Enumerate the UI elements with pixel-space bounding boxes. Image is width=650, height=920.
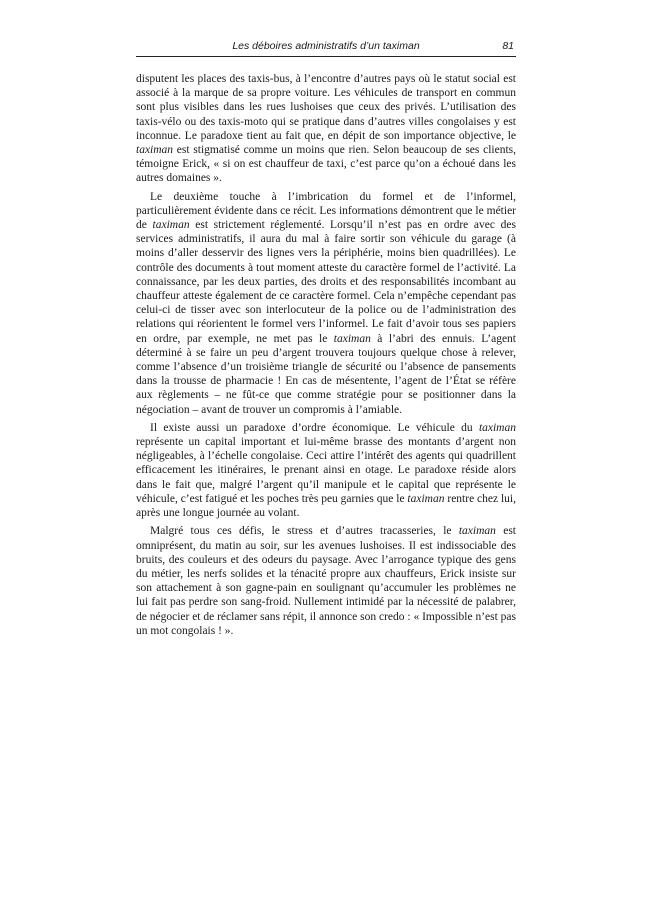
text-run: rentre chez lui, après une longue journée au volant. — [136, 492, 516, 520]
text-run: disputent les places des taxis-bus, à l’encontre d’autres pays où le statut social est associé à la marque de sa propre voiture. Les véhicules de transport en commun sont plus visibles dans les rues lushoises que ceux des privés. L’utilisation des taxis-vélo ou des taxis-moto qui se pratique dans d’autres villes congolaises y est inconnue. Le paradoxe tient au fait que, en dépit de son importance objective, le — [136, 73, 516, 142]
page-header — [136, 36, 516, 57]
italic-term: taximan — [478, 421, 516, 434]
italic-term: taximan — [407, 492, 445, 505]
text-run: est omniprésent, du matin au soir, sur les avenues lushoises. Il est indissociable des bruits, des couleurs et des odeurs du paysage. Avec l’arrogance typique des gens du métier, les nerfs solides et la ténacité propre aux chauffeurs, Erick insiste sur son attachement à son gagne-pain en soulignant qu’accumuler les problèmes ne lui fait pas perdre son sang-froid. Nullement intimidé par la nécessité de palabrer, de négocier et de réclamer sans répit, il annonce son credo : « Impossible n’est pas un mot congolais ! ». — [136, 525, 517, 637]
text-run: est stigmatisé comme un moins que rien. Selon beaucoup de ses clients, témoigne Erick, « si on est chauffeur de taxi, c’est parce qu’on a échoué dans les autres domaines ». — [136, 144, 516, 185]
text-run: à l’abri des ennuis. L’agent déterminé à se faire un peu d’argent trouvera toujours quelque chose à relever, comme l’absence d’un troisième triangle de sécurité ou l’absence de pansements dans la trousse de pharmacie ! En cas de mésentente, l’agent de l’État se réfère aux règlements – ne fût-ce que comme stratégie pour se positionner dans la négociation – avant de trouver un compromis à l’amiable. — [136, 332, 516, 416]
text-run: Malgré tous ces défis, le stress et d’autres tracasseries, le — [150, 525, 459, 538]
italic-term: taximan — [136, 144, 174, 157]
italic-term: taximan — [458, 525, 496, 538]
running-title: Les déboires administratifs d’un taximan — [232, 40, 420, 52]
page-number: 81 — [502, 40, 514, 52]
italic-term: taximan — [152, 219, 190, 232]
paragraph — [136, 524, 516, 638]
body-text — [136, 72, 516, 642]
text-run: Le deuxième touche à l’imbrication du formel et de l’informel, particulièrement évidente dans ce récit. Les informations démontrent que le métier de — [136, 190, 516, 232]
paragraph — [136, 421, 516, 520]
italic-term: taximan — [333, 332, 371, 345]
text-run: est strictement réglementé. Lorsqu’il n’est pas en ordre avec des services administratifs, il aura du mal à faire sortir son véhicule du garage (à moins d’aller desservir des lignes vers la périphérie, moins bien quadrillées). Le contrôle des documents à tout moment atteste du caractère formel de l’activité. La connaissance, par les deux parties, des droits et des responsabilités incombant au chauffeur atteste également de ce caractère formel. Cela n’empêche cependant pas celui-ci de tisser avec son interlocuteur de la police ou de l’administration des relations qui réorientent le formel vers l’informel. Le fait d’avoir tous ses papiers en ordre, par exemple, ne met pas le — [136, 219, 516, 345]
paragraph — [136, 190, 516, 417]
paragraph — [136, 72, 516, 186]
text-run: Il existe aussi un paradoxe d’ordre économique. Le véhicule du — [150, 421, 479, 434]
text-run: représente un capital important et lui-même brasse des montants d’argent non négligeables, à l’échelle congolaise. Ceci attire l’intérêt des agents qui quadrillent efficacement les itinéraires, le prenant ainsi en otage. Le paradoxe réside alors dans le fait que, malgré l’argent qu’il manipule et le capital que représente le véhicule, c’est fatigué et les poches très peu garnies que le — [136, 436, 516, 505]
